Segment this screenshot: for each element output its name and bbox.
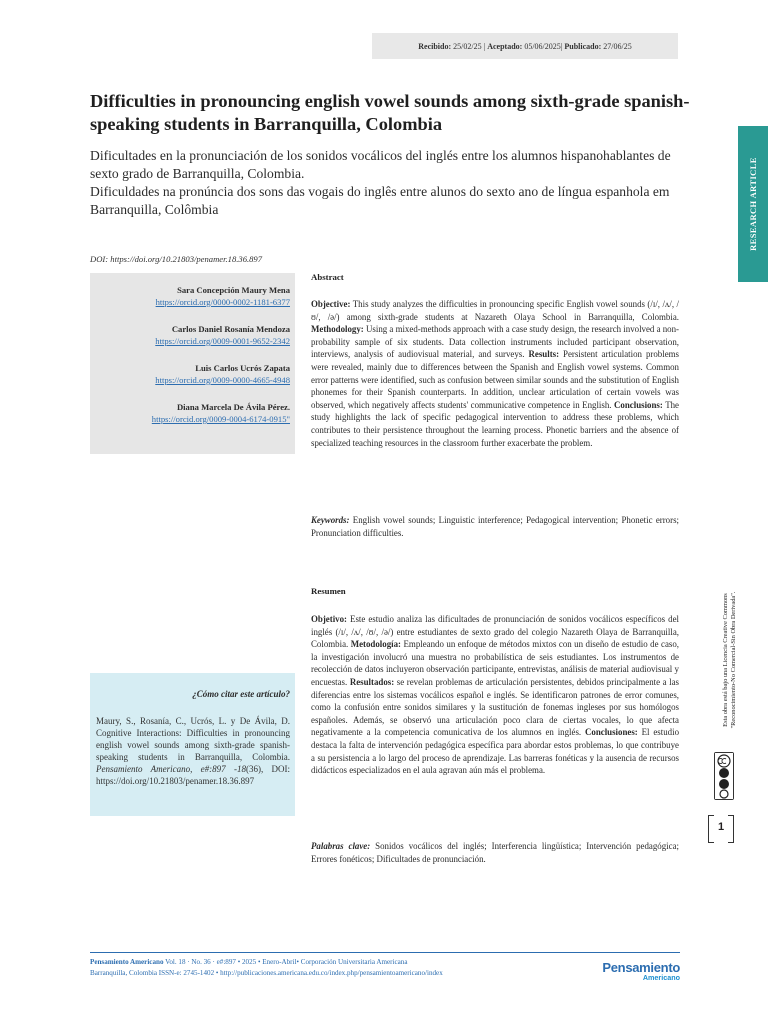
received-label: Recibido: xyxy=(418,41,452,51)
author-orcid-link[interactable]: https://orcid.org/0009-0004-6174-0915" xyxy=(151,414,290,424)
subtitle-spanish: Dificultades en la pronunciación de los sonidos vocálicos del inglés entre los alumnos hispanohablantes de sexto grado de Barranquilla, Colombia. xyxy=(90,148,671,181)
author-entry xyxy=(155,362,290,386)
published-label: Publicado: xyxy=(564,41,602,51)
author-orcid-link[interactable]: https://orcid.org/0000-0002-1181-6377 xyxy=(155,297,290,307)
author-name: Carlos Daniel Rosanía Mendoza xyxy=(171,324,290,334)
how-to-cite-box xyxy=(90,673,295,816)
author-entry xyxy=(156,284,290,308)
author-orcid-link[interactable]: https://orcid.org/0009-0001-9652-2342 xyxy=(155,336,290,346)
abstract-body: Objective: This study analyzes the difficulties in pronouncing specific English vowel sounds (/ɪ/, /ʌ/, /ʊ/, /ə/) among sixth-grade students at Nazareth Olaya School in Barranquilla, Colombia. Methodology: Using a mixed-methods approach with a case study design, the research involved a non-probability sample of six students. Data collection instruments included participant observation, interviews, analysis of audiovisual material, and surveys. Results: Persistent articulation problems were revealed, mainly due to differences between the Spanish and English vowel systems. Common error patterns were identified, such as confusion between similar sounds and the substitution of English phonemes for their Spanish counterparts. In addition, unclear articulation of certain vowels was observed, which negatively affects students' communicative competence in English. Conclusions: The study highlights the lack of specific pedagogical intervention to address these problems, which contributes to their persistence throughout the learning process. Phonetic barriers and the absence of specialized teaching resources in the classroom further exacerbate the problem. xyxy=(311,299,679,448)
creative-commons-icon[interactable] xyxy=(714,752,734,800)
accepted-label: Aceptado: xyxy=(487,41,523,51)
how-to-cite-heading: ¿Cómo citar este artículo? xyxy=(192,689,290,699)
abstract-heading: Abstract xyxy=(311,272,344,282)
author-name: Luis Carlos Ucrós Zapata xyxy=(195,363,290,373)
article-type-tab xyxy=(738,126,768,282)
abstract-keywords: Keywords: English vowel sounds; Linguistic interference; Pedagogical intervention; Phonetic errors; Pronunciation difficulties. xyxy=(311,515,679,538)
author-orcid-link[interactable]: https://orcid.org/0009-0000-4665-4948 xyxy=(155,375,290,385)
published-date: 27/06/25 xyxy=(603,41,632,51)
author-entry xyxy=(155,323,290,347)
article-type-label: RESEARCH ARTICLE xyxy=(748,157,758,251)
authors-box xyxy=(90,273,295,454)
license-notice: Esta obra está bajo una Licencia Creative Commons "Reconocimiento-No Comercial-Sin Obra Derivada". xyxy=(722,591,737,729)
page-number-value: 1 xyxy=(717,821,725,833)
citation-text: Maury, S., Rosanía, C., Ucrós, L. y De Ávila, D. Cognitive Interactions: Difficulties in pronouncing english vowel sounds among sixth-grade spanish-speaking students in Barranquilla, Colombia. Pensamiento Americano, e#:897 -18(36), DOI: https://doi.org/10.21803/penamer.18.36.897 xyxy=(96,716,290,787)
resumen-keywords: Palabras clave: Sonidos vocálicos del inglés; Interferencia lingüística; Intervención pedagógica; Errores fonéticos; Dificultades de pronunciación. xyxy=(311,841,679,864)
doi-link[interactable]: DOI: https://doi.org/10.21803/penamer.18.36.897 xyxy=(90,254,263,264)
footer-url-line[interactable]: Barranquilla, Colombia ISSN-e: 2745-1402 • http://publicaciones.americana.edu.co/index.php/pensamientoamericano/index xyxy=(90,969,443,977)
publication-dates: Recibido: 25/02/25 | Aceptado: 05/06/2025 | Publicado: 27/06/25 xyxy=(372,33,678,59)
author-name: Diana Marcela De Ávila Pérez. xyxy=(176,402,290,412)
footer-divider xyxy=(90,952,680,953)
cc-badge-icon xyxy=(715,753,733,799)
received-date: 25/02/25 xyxy=(453,41,482,51)
journal-logo: Pensamiento Americano xyxy=(602,960,680,982)
author-entry xyxy=(152,401,290,425)
subtitle-portuguese: Dificuldades na pronúncia dos sons das vogais do inglês entre alunos do sexto ano de língua espanhola em Barranquilla, Colômbia xyxy=(90,184,670,217)
resumen-body: Objetivo: Este estudio analiza las dificultades de pronunciación de sonidos vocálicos específicos del inglés (/ɪ/, /ʌ/, /ʊ/, /ə/) entre estudiantes de sexto grado del colegio Nazareth Olaya de Barranquilla, Colombia. Metodología: Empleando un enfoque de métodos mixtos con un diseño de estudio de caso, la investigación involucró una muestra no probabilística de seis estudiantes. Los instrumentos de recolección de datos incluyeron observación participante, entrevistas, análisis de material audiovisual y encuestas. Resultados: se revelan problemas de articulación persistentes, debidos principalmente a las diferencias entre los sistemas vocálicos español e inglés. Se identificaron patrones de error comunes, como la confusión entre sonidos similares y la sustitución de fonemas ingleses por sus homólogos españoles. Además, se observó una articulación poco clara de ciertas vocales, lo que afecta negativamente a la competencia comunicativa de los alumnos en inglés. Conclusiones: El estudio destaca la falta de intervención pedagógica específica para abordar estos problemas, lo que contribuye a su persistencia a lo largo del proceso de aprendizaje. Las barreras fonéticas y la ausencia de recursos didácticos especializados en el aula agravan aún más el problema. xyxy=(311,614,680,776)
article-title: Difficulties in pronouncing english vowel sounds among sixth-grade spanish-speaking students in Barranquilla, Colombia xyxy=(90,91,690,134)
accepted-date: 05/06/2025 xyxy=(524,41,561,51)
footer-text: Pensamiento Americano Vol. 18 · No. 36 · e#:897 • 2025 • Enero-Abril• Corporación Universitaria Americana Barranquilla, Colombia ISSN-e: 2745-1402 • http://publicaciones.americana.edu.co/index.php/pensamientoamericano/index xyxy=(90,958,443,977)
footer-journal-name: Pensamiento Americano xyxy=(90,958,164,966)
page-number xyxy=(708,815,734,843)
citation-journal: Pensamiento Americano, e#:897 -18 xyxy=(96,764,246,775)
resumen-heading: Resumen xyxy=(311,586,346,596)
author-name: Sara Concepción Maury Mena xyxy=(177,285,290,295)
